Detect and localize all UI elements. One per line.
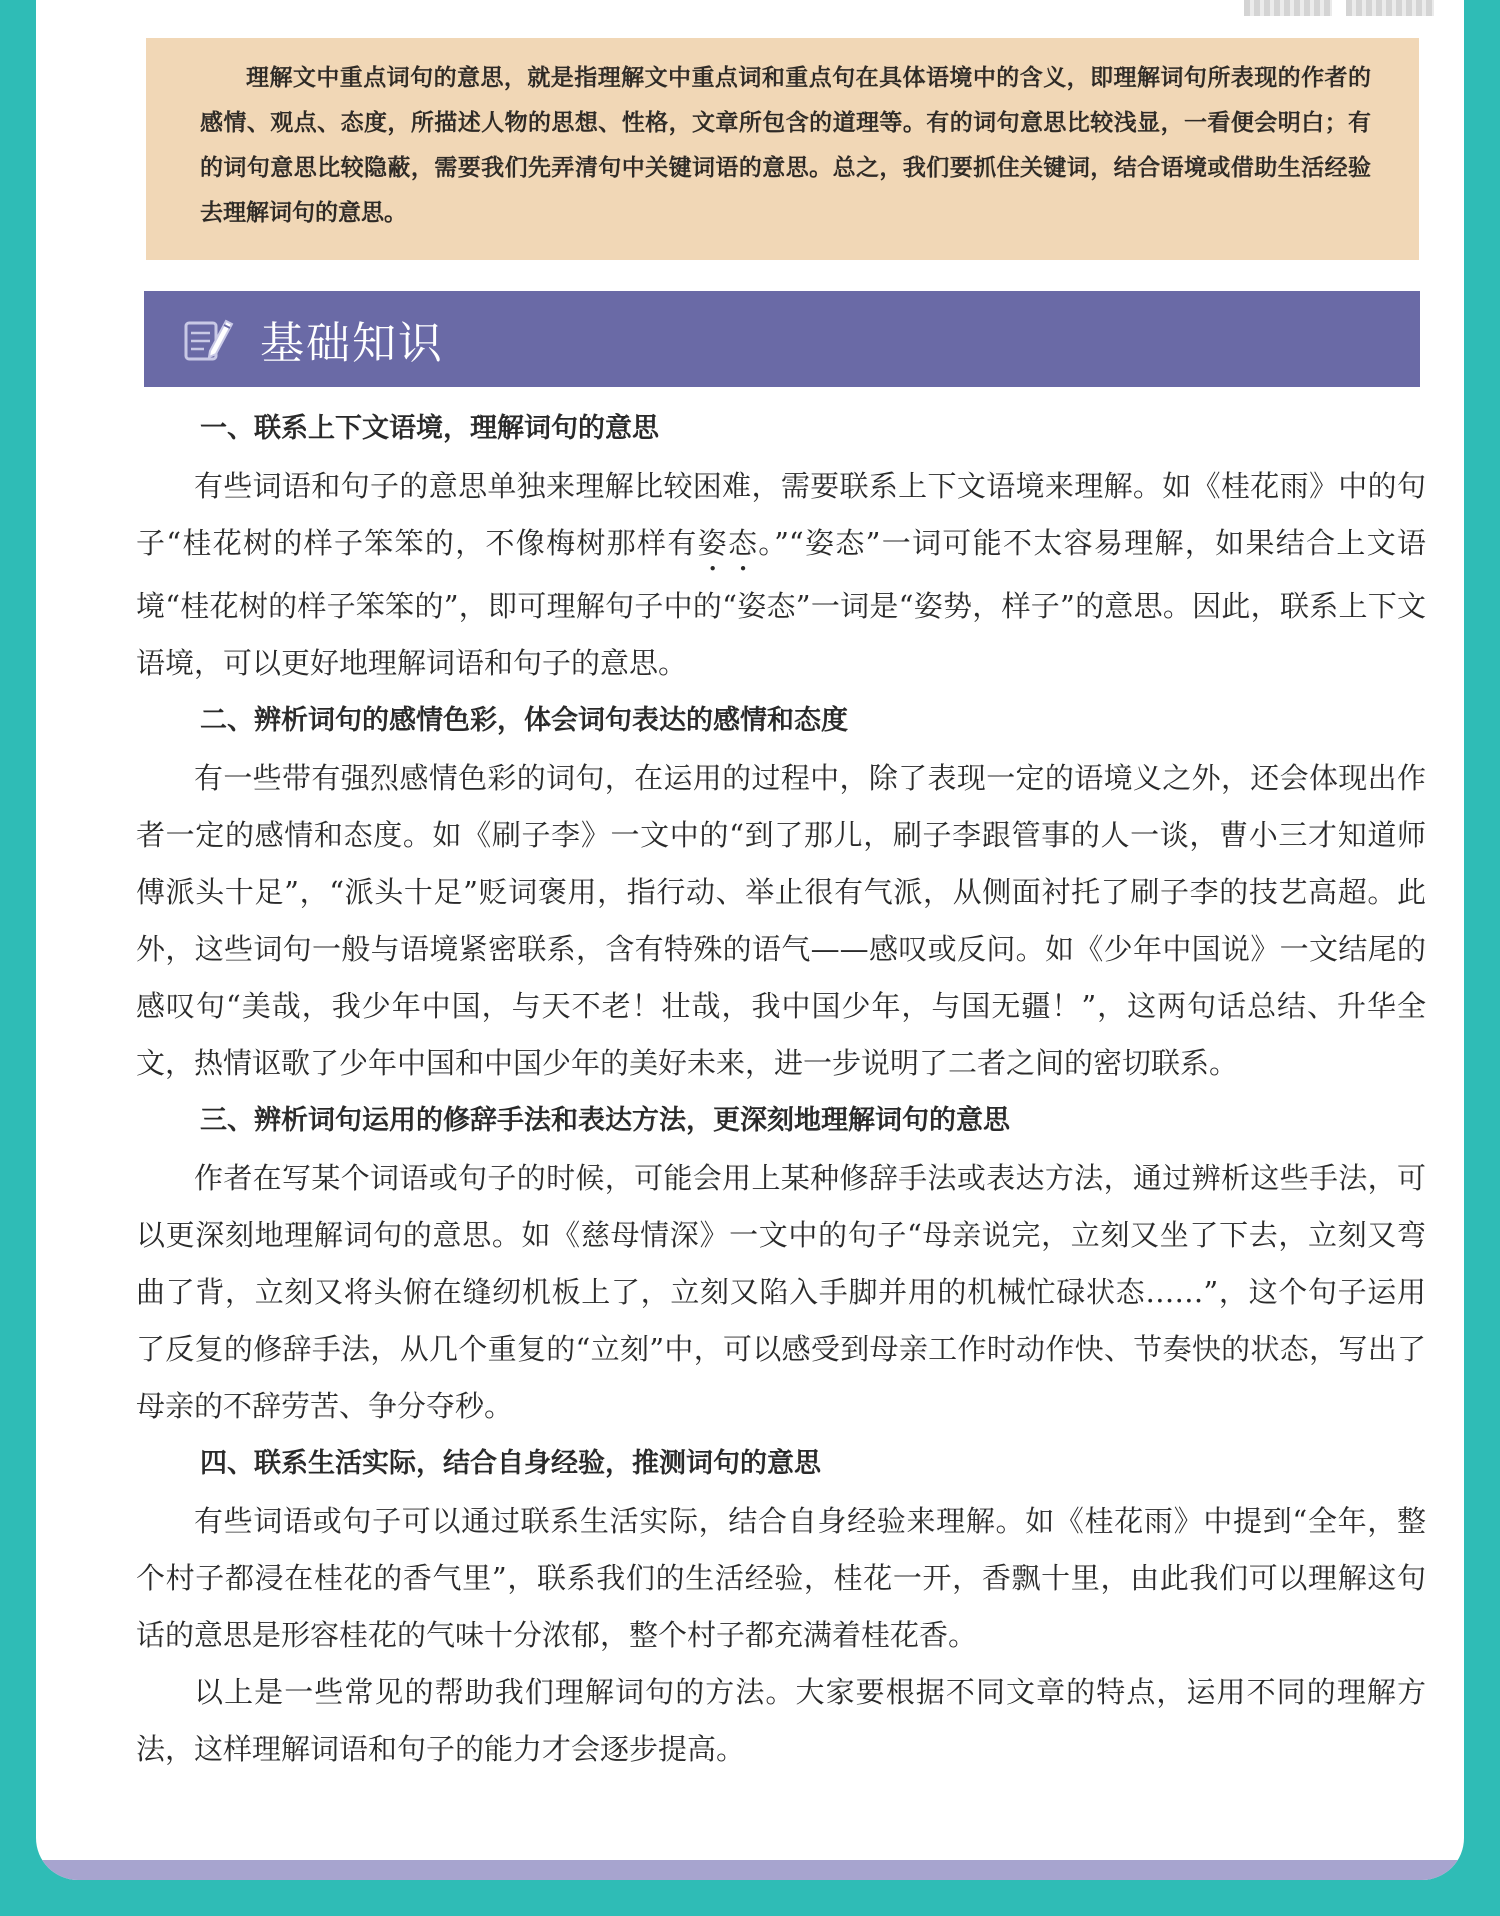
intro-box [146, 38, 1419, 260]
section-paragraph-3: 作者在写某个词语或句子的时候，可能会用上某种修辞手法或表达方法，通过辨析这些手法，可以更深刻地理解词句的意思。如《慈母情深》一文中的句子“母亲说完，立刻又坐了下去，立刻又弯曲了背，立刻又将头俯在缝纫机板上了，立刻又陷入手脚并用的机械忙碌状态……”，这个句子运用了反复的修辞手法，从几个重复的“立刻”中，可以感受到母亲工作时动作快、节奏快的状态，写出了母亲的不辞劳苦、争分夺秒。 [136, 1161, 1426, 1423]
section-heading-4: 四、联系生活实际，结合自身经验，推测词句的意思 [200, 1448, 821, 1479]
section-paragraph-2: 有一些带有强烈感情色彩的词句，在运用的过程中，除了表现一定的语境义之外，还会体现出作者一定的感情和态度。如《刷子李》一文中的“到了那儿，刷子李跟管事的人一谈，曹小三才知道师傅派头十足”，“派头十足”贬词褒用，指行动、举止很有气派，从侧面衬托了刷子李的技艺高超。此外，这些词句一般与语境紧密联系，含有特殊的语气——感叹或反问。如《少年中国说》一文结尾的感叹句“美哉，我少年中国，与天不老！壮哉，我中国少年，与国无疆！”，这两句话总结、升华全文，热情讴歌了少年中国和中国少年的美好未来，进一步说明了二者之间的密切联系。 [136, 761, 1426, 1080]
content-body [136, 400, 1426, 1778]
section-heading-2: 二、辨析词句的感情色彩，体会词句表达的感情和态度 [200, 705, 848, 736]
section-banner [144, 291, 1420, 387]
emphasized-word: 姿态 [697, 526, 759, 560]
paragraph-text: 。”“姿态”一词可能不太容易理解，如果结合上文语境“桂花树的样子笨笨的”，即可理解句子中的“姿态”一词是“姿势，样子”的意思。因此，联系上下文语境，可以更好地理解词语和句子的意思。 [136, 526, 1426, 680]
section-paragraph-4: 有些词语或句子可以通过联系生活实际，结合自身经验来理解。如《桂花雨》中提到“全年，整个村子都浸在桂花的香气里”，联系我们的生活经验，桂花一开，香飘十里，由此我们可以理解这句话的意思是形容桂花的气味十分浓郁，整个村子都充满着桂花香。 [136, 1504, 1426, 1652]
intro-text: 理解文中重点词句的意思，就是指理解文中重点词和重点句在具体语境中的含义，即理解词句所表现的作者的感情、观点、态度，所描述人物的思想、性格，文章所包含的道理等。有的词句意思比较浅显，一看便会明白；有的词句意思比较隐蔽，需要我们先弄清句中关键词语的意思。总之，我们要抓住关键词，结合语境或借助生活经验去理解词句的意思。 [200, 65, 1371, 226]
paragraph-text: 有些词语和句子的意思单独来理解比较困难，需要联系上下文语境来理解。如《桂花雨》中的句子“桂花树的样子笨笨的，不像梅树那样有 [136, 469, 1426, 560]
section-heading-1: 一、联系上下文语境，理解词句的意思 [200, 413, 659, 444]
page-bottom-band [36, 1860, 1464, 1880]
pencil-notepad-icon [180, 311, 236, 367]
section-title: 基础知识 [260, 318, 444, 369]
section-paragraph-1 [136, 458, 1426, 692]
header-corner-marks [1244, 0, 1434, 20]
header-mark [1244, 0, 1332, 16]
closing-paragraph: 以上是一些常见的帮助我们理解词句的方法。大家要根据不同文章的特点，运用不同的理解方法，这样理解词语和句子的能力才会逐步提高。 [136, 1675, 1426, 1766]
page-sheet [36, 0, 1464, 1880]
header-mark [1346, 0, 1434, 16]
section-heading-3: 三、辨析词句运用的修辞手法和表达方法，更深刻地理解词句的意思 [200, 1105, 1010, 1136]
